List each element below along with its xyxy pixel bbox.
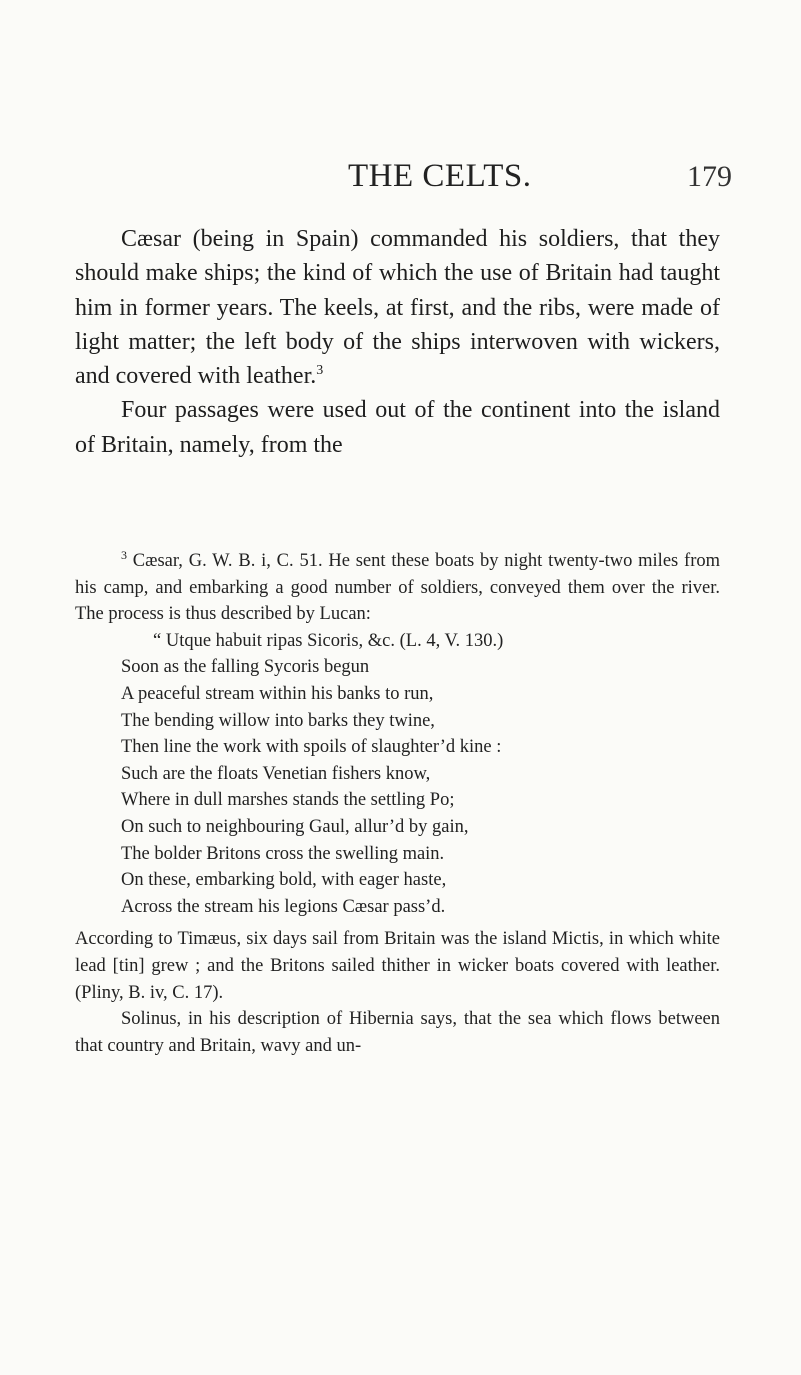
page-number: 179 bbox=[687, 160, 732, 193]
verse-line: Then line the work with spoils of slaughter’d kine : bbox=[121, 737, 502, 758]
footnote-number: 3 bbox=[121, 547, 127, 562]
lucan-verse bbox=[75, 654, 720, 920]
verse-line: Such are the floats Venetian fishers know, bbox=[121, 763, 431, 784]
verse-line: A peaceful stream within his banks to run, bbox=[121, 683, 434, 704]
footnote-reference: 3 bbox=[316, 363, 324, 379]
verse-line: On such to neighbouring Gaul, allur’d by gain, bbox=[121, 816, 469, 837]
paragraph-four-passages bbox=[75, 393, 720, 462]
verse-line: On these, embarking bold, with eager haste, bbox=[121, 870, 447, 891]
footnotes bbox=[75, 548, 720, 1059]
footnote-solinus: Solinus, in his description of Hibernia says, that the sea which flows between that country and Britain, wavy and un- bbox=[75, 1009, 720, 1056]
paragraph-caesar-ships bbox=[75, 222, 720, 393]
footnote-caesar bbox=[75, 548, 720, 628]
verse-line: Where in dull marshes stands the settling Po; bbox=[121, 790, 455, 811]
latin-quote-reference: “ Utque habuit ripas Sicoris, &c. (L. 4, V. 130.) bbox=[153, 630, 504, 651]
running-head bbox=[0, 158, 801, 198]
running-title: THE CELTS. bbox=[348, 158, 532, 194]
footnote-timaeus: According to Timæus, six days sail from Britain was the island Mictis, in which white lead [tin] grew ; and the Britons sailed thither in wicker boats covered with leather. (Pliny, B. iv, C. 17). bbox=[75, 929, 720, 1003]
paragraph-text: Four passages were used out of the continent into the island of Britain, namely, from the bbox=[75, 397, 720, 458]
verse-line: The bending willow into barks they twine, bbox=[121, 710, 435, 731]
verse-line: Soon as the falling Sycoris begun bbox=[121, 657, 370, 678]
main-text bbox=[75, 222, 720, 462]
verse-line: The bolder Britons cross the swelling main. bbox=[121, 843, 445, 864]
paragraph-text: Cæsar (being in Spain) commanded his soldiers, that they should make ships; the kind of which the use of Britain had taught him in former years. The keels, at first, and the ribs, were made of light matter; the left body of the ships interwoven with wickers, and covered with leather. bbox=[75, 226, 720, 390]
footnote-text: Cæsar, G. W. B. i, C. 51. He sent these boats by night twenty-two miles from his camp, and embarking a good number of soldiers, conveyed them over the river. The process is thus described by Lucan: bbox=[75, 551, 720, 625]
verse-line: Across the stream his legions Cæsar pass’d. bbox=[121, 896, 446, 917]
